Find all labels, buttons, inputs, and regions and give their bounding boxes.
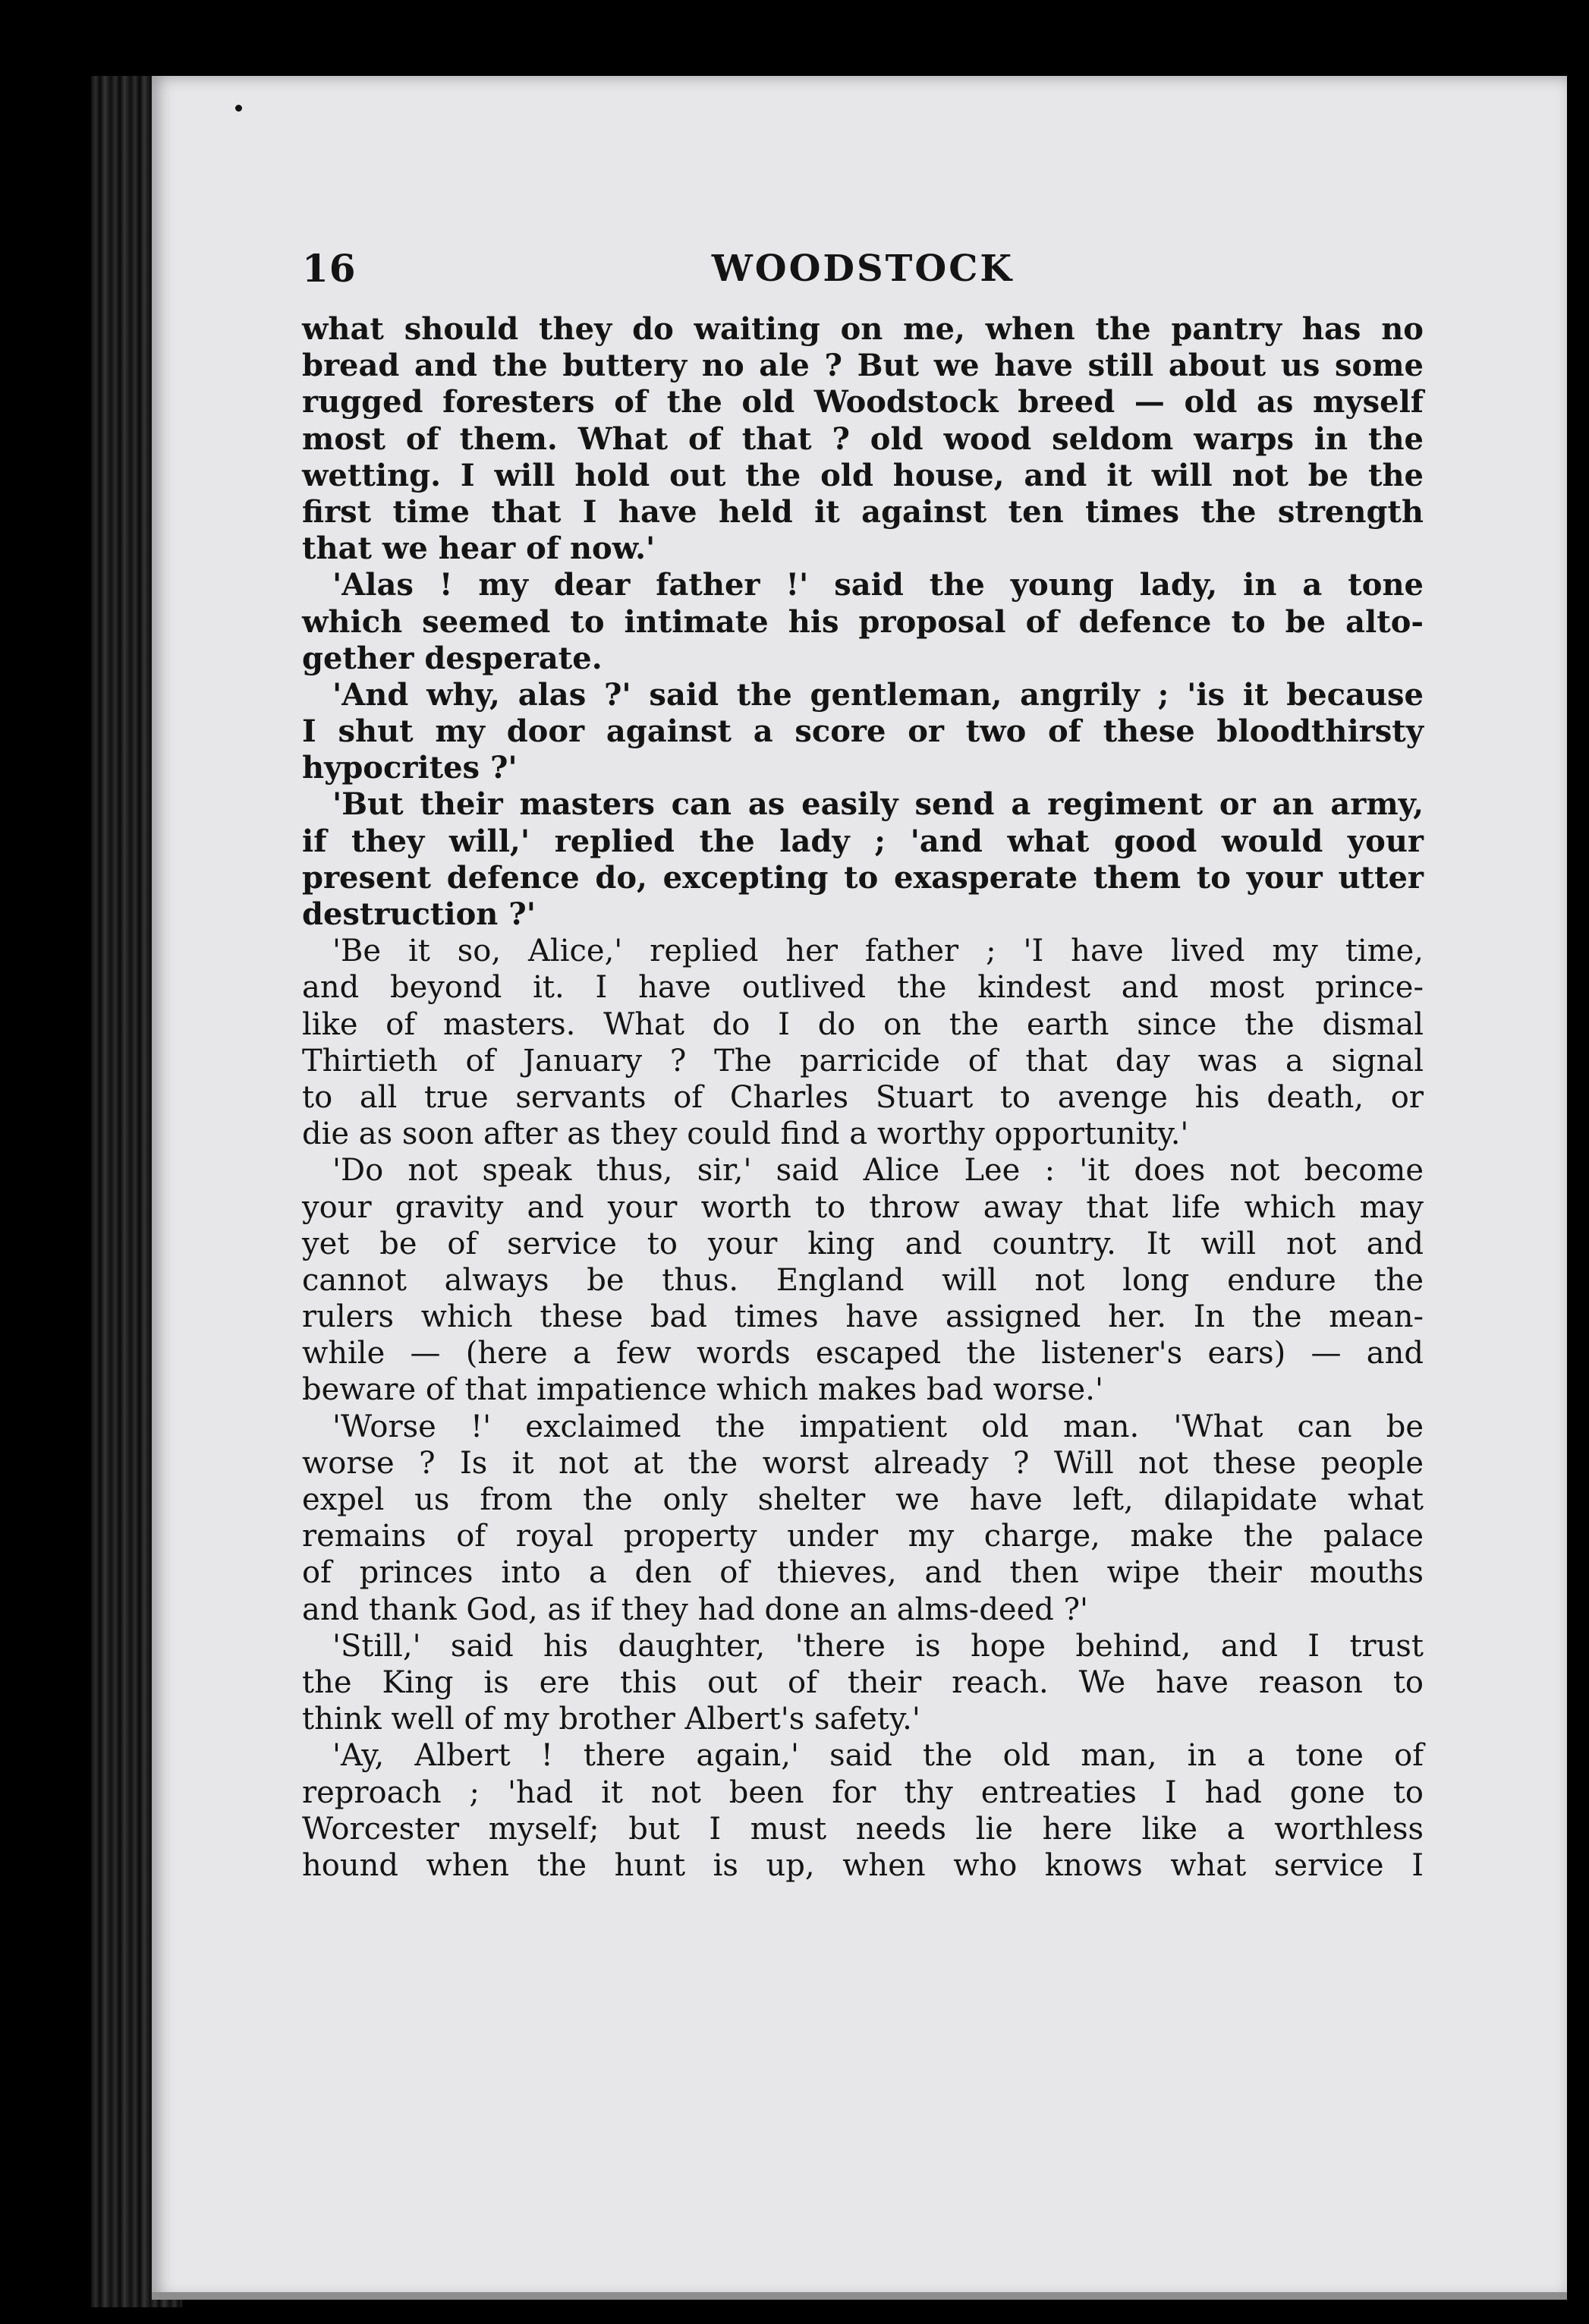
text-line: 'But their masters can as easily send a regiment or an army, xyxy=(332,786,1424,823)
text-line: most of them. What of that ? old wood seldom warps in the xyxy=(302,420,1424,457)
text-line: first time that I have held it against ten times the strength xyxy=(302,493,1424,530)
text-line: 'And why, alas ?' said the gentleman, angrily ; 'is it because xyxy=(332,676,1424,713)
text-line: 'Be it so, Alice,' replied her father ; 'I have lived my time, xyxy=(332,934,1424,969)
text-line: yet be of service to your king and country. It will not and xyxy=(302,1226,1424,1261)
text-line: 'Still,' said his daughter, 'there is hope behind, and I trust xyxy=(332,1628,1424,1664)
text-line: reproach ; 'had it not been for thy entreaties I had gone to xyxy=(302,1774,1424,1810)
running-head xyxy=(302,244,1424,293)
text-line: beware of that impatience which makes bad worse.' xyxy=(302,1372,1103,1408)
text-line: hypocrites ?' xyxy=(302,750,518,786)
text-line: expel us from the only shelter we have left, dilapidate what xyxy=(302,1482,1424,1517)
text-line: 'Worse !' exclaimed the impatient old man. 'What can be xyxy=(332,1409,1424,1444)
text-line: destruction ?' xyxy=(302,896,536,932)
page-number: 16 xyxy=(302,246,357,291)
text-line: Thirtieth of January ? The parricide of that day was a signal xyxy=(302,1043,1424,1079)
running-title: WOODSTOCK xyxy=(711,247,1015,290)
text-line: rulers which these bad times have assigned her. In the mean- xyxy=(302,1299,1424,1335)
text-line: Worcester myself; but I must needs lie here like a worthless xyxy=(302,1811,1424,1847)
text-line: the King is ere this out of their reach. We have reason to xyxy=(302,1664,1424,1700)
text-line: gether desperate. xyxy=(302,640,603,676)
ink-speck xyxy=(235,105,242,112)
page-text-block xyxy=(302,244,1424,1884)
text-line: present defence do, excepting to exasperate them to your utter xyxy=(302,859,1424,896)
text-line: your gravity and your worth to throw away that life which may xyxy=(302,1189,1424,1225)
text-line: remains of royal property under my charge, make the palace xyxy=(302,1519,1424,1554)
text-line: rugged foresters of the old Woodstock breed — old as myself xyxy=(302,384,1424,420)
text-line: bread and the buttery no ale ? But we have still about us some xyxy=(302,348,1424,384)
text-line: 'Alas ! my dear father !' said the young lady, in a tone xyxy=(332,567,1424,603)
text-line: and beyond it. I have outlived the kindest and most prince- xyxy=(302,970,1424,1006)
text-line: to all true servants of Charles Stuart to avenge his death, or xyxy=(302,1079,1424,1115)
text-line: while — (here a few words escaped the listener's ears) — and xyxy=(302,1336,1424,1371)
text-line: like of masters. What do I do on the earth since the dismal xyxy=(302,1006,1424,1042)
text-line: cannot always be thus. England will not long endure the xyxy=(302,1262,1424,1298)
page-bottom-edge xyxy=(152,2292,1567,2300)
text-line: what should they do waiting on me, when the pantry has no xyxy=(302,311,1424,347)
text-line: and thank God, as if they had done an alms-deed ?' xyxy=(302,1592,1089,1627)
text-line: worse ? Is it not at the worst already ? Will not these people xyxy=(302,1445,1424,1481)
text-line: I shut my door against a score or two of these bloodthirsty xyxy=(302,713,1424,750)
text-line: of princes into a den of thieves, and then wipe their mouths xyxy=(302,1555,1424,1591)
text-line: wetting. I will hold out the old house, and it will not be the xyxy=(302,457,1424,493)
text-line: die as soon after as they could find a worthy opportunity.' xyxy=(302,1116,1189,1152)
text-line: if they will,' replied the lady ; 'and what good would your xyxy=(302,823,1424,859)
text-line: hound when the hunt is up, when who knows what service I xyxy=(302,1847,1424,1883)
text-line: that we hear of now.' xyxy=(302,531,656,567)
text-line: think well of my brother Albert's safety.' xyxy=(302,1702,920,1737)
text-line: which seemed to intimate his proposal of defence to be alto- xyxy=(302,603,1424,640)
text-line: 'Do not speak thus, sir,' said Alice Lee : 'it does not become xyxy=(332,1153,1424,1189)
text-line: 'Ay, Albert ! there again,' said the old man, in a tone of xyxy=(332,1738,1424,1774)
